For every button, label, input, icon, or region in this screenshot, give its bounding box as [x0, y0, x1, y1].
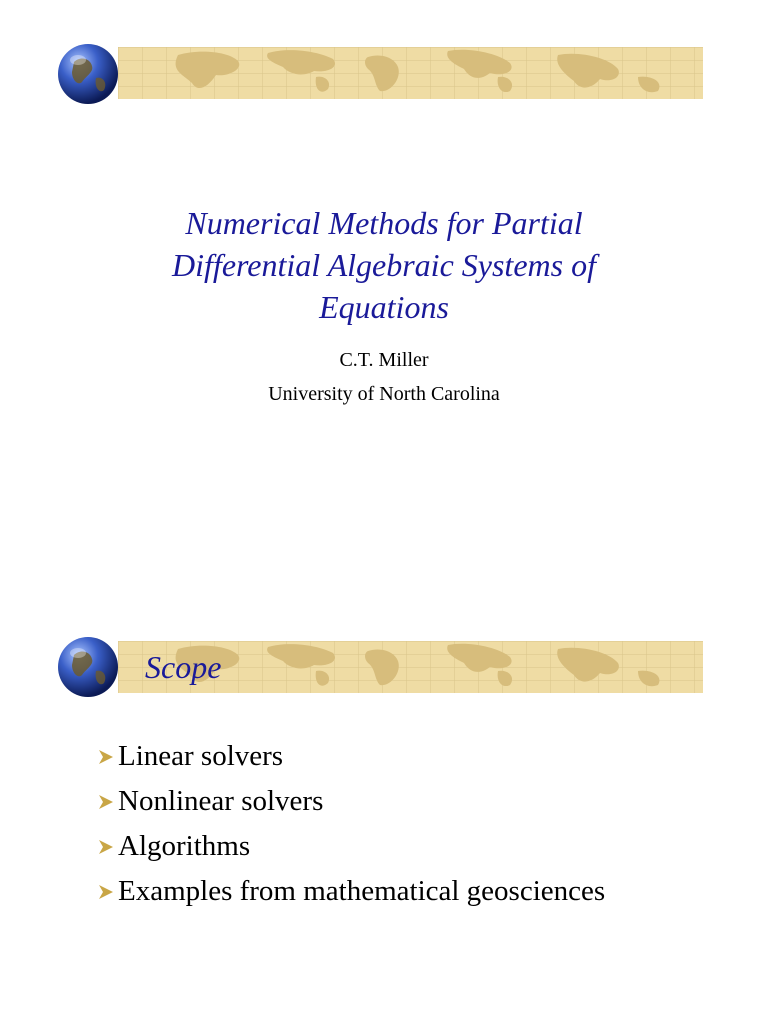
slide-title — [84, 202, 684, 328]
arrow-bullet-icon — [96, 837, 116, 857]
globe-icon — [56, 42, 120, 106]
arrow-bullet-icon — [96, 882, 116, 902]
world-map-banner — [118, 47, 703, 99]
bullet-text: Nonlinear solvers — [118, 785, 324, 817]
title-line: Equations — [319, 289, 449, 325]
bullet-text: Algorithms — [118, 830, 251, 862]
globe-icon — [56, 635, 120, 699]
bullet-list — [96, 734, 605, 914]
title-line: Differential Algebraic Systems of — [172, 247, 596, 283]
list-item — [96, 824, 605, 869]
bullet-text: Linear solvers — [118, 740, 284, 772]
arrow-bullet-icon — [96, 792, 116, 812]
author-name: C.T. Miller — [339, 349, 429, 371]
list-item — [96, 869, 605, 914]
bullet-text: Examples from mathematical geosciences — [118, 875, 606, 907]
scope-heading: Scope — [145, 649, 222, 685]
list-item — [96, 734, 605, 779]
list-item — [96, 779, 605, 824]
title-line: Numerical Methods for Partial — [185, 205, 583, 241]
header-banner — [118, 47, 703, 99]
affiliation: University of North Carolina — [268, 383, 500, 405]
arrow-bullet-icon — [96, 747, 116, 767]
